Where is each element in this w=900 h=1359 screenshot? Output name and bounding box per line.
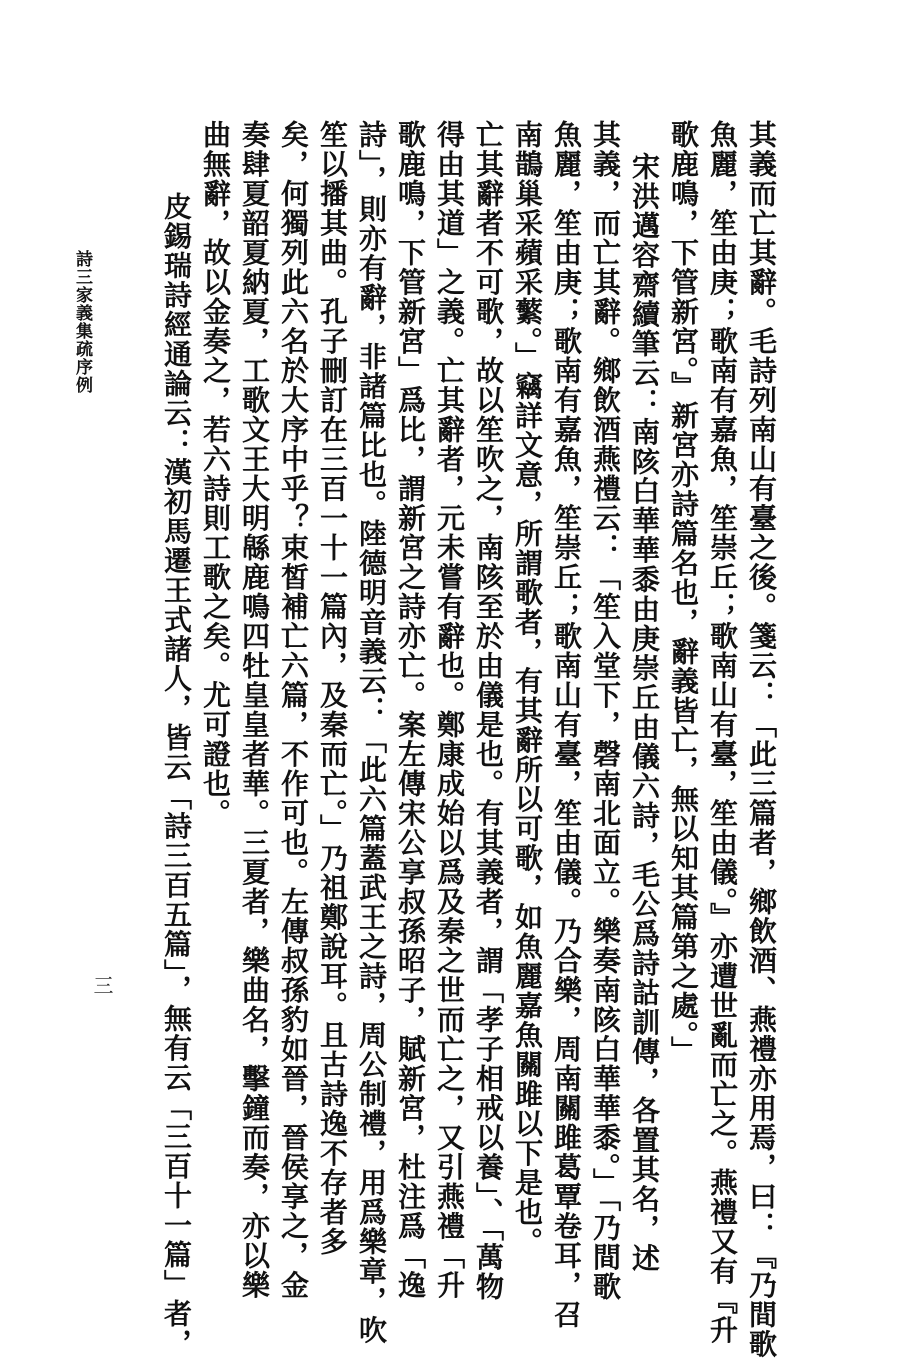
text-column-3: 歌鹿鳴，下管新宮。』新宮亦詩篇名也，辭義皆亡，無以知其篇第之處。」 — [667, 120, 700, 1066]
text-column-1: 其義而亡其辭。毛詩列南山有臺之後。箋云：「此三篇者，鄉飲酒、燕禮亦用焉，曰：『乃間歌 — [745, 120, 778, 1359]
text-column-14: 奏肆夏韶夏納夏，工歌文王大明緜鹿鳴四牡皇皇者華。三夏者，樂曲名，擊鐘而奏，亦以樂 — [238, 120, 271, 1300]
text-column-13: 矣，何獨列此六名於大序中乎？束皙補亡六篇，不作可也。左傳叔孫豹如晉，晉侯享之，金 — [277, 120, 310, 1300]
text-column-6: 魚麗，笙由庚；歌南有嘉魚，笙崇丘；歌南山有臺，笙由儀。乃合樂，周南關雎葛覃卷耳，召 — [550, 120, 583, 1330]
text-column-15: 曲無辭，故以金奏之，若六詩則工歌之矣。尤可證也。 — [199, 120, 232, 828]
text-column-12: 笙以播其曲。孔子刪訂在三百一十一篇內，及秦而亡。」乃祖鄭說耳。且古詩逸不存者多 — [316, 120, 349, 1257]
page-number: 三 — [90, 975, 114, 995]
text-column-4: 宋洪邁容齋續筆云：南陔白華華黍由庚崇丘由儀六詩，毛公爲詩詁訓傳，各置其名，述 — [628, 152, 661, 1273]
text-column-10: 歌鹿鳴，下管新宮」爲比，謂新宮之詩亦亡。案左傳宋公享叔孫昭子，賦新宮，杜注爲「逸 — [394, 120, 427, 1300]
text-column-5: 其義，而亡其辭。鄉飲酒燕禮云：「笙入堂下，磬南北面立。樂奏南陔白華華黍。」「乃間歌 — [589, 120, 622, 1302]
text-column-2: 魚麗，笙由庚；歌南有嘉魚，笙崇丘；歌南山有臺，笙由儀。』亦遭世亂而亡之。燕禮又有『升 — [706, 120, 739, 1345]
text-column-9: 得由其道」之義。亡其辭者，元未嘗有辭也。鄭康成始以爲及秦之世而亡之，又引燕禮「升 — [433, 120, 466, 1300]
running-title: 詩三家義集疏序例 — [72, 250, 92, 394]
text-column-16: 皮錫瑞詩經通論云：漢初馬遷王式諸人，皆云「詩三百五篇」，無有云「三百十一篇」者， — [160, 192, 193, 1358]
text-column-8: 亡其辭者不可歌，故以笙吹之，南陔至於由儀是也。有其義者，謂「孝子相戒以養」、「萬物 — [472, 120, 505, 1302]
text-column-11: 詩」，則亦有辭，非諸篇比也。陸德明音義云：「此六篇蓋武王之詩，周公制禮，用爲樂章，吹 — [355, 120, 388, 1345]
text-column-7: 南鵲巢采蘋采蘩。」竊詳文意，所謂歌者，有其辭所以可歌，如魚麗嘉魚關雎以下是也。 — [511, 120, 544, 1257]
